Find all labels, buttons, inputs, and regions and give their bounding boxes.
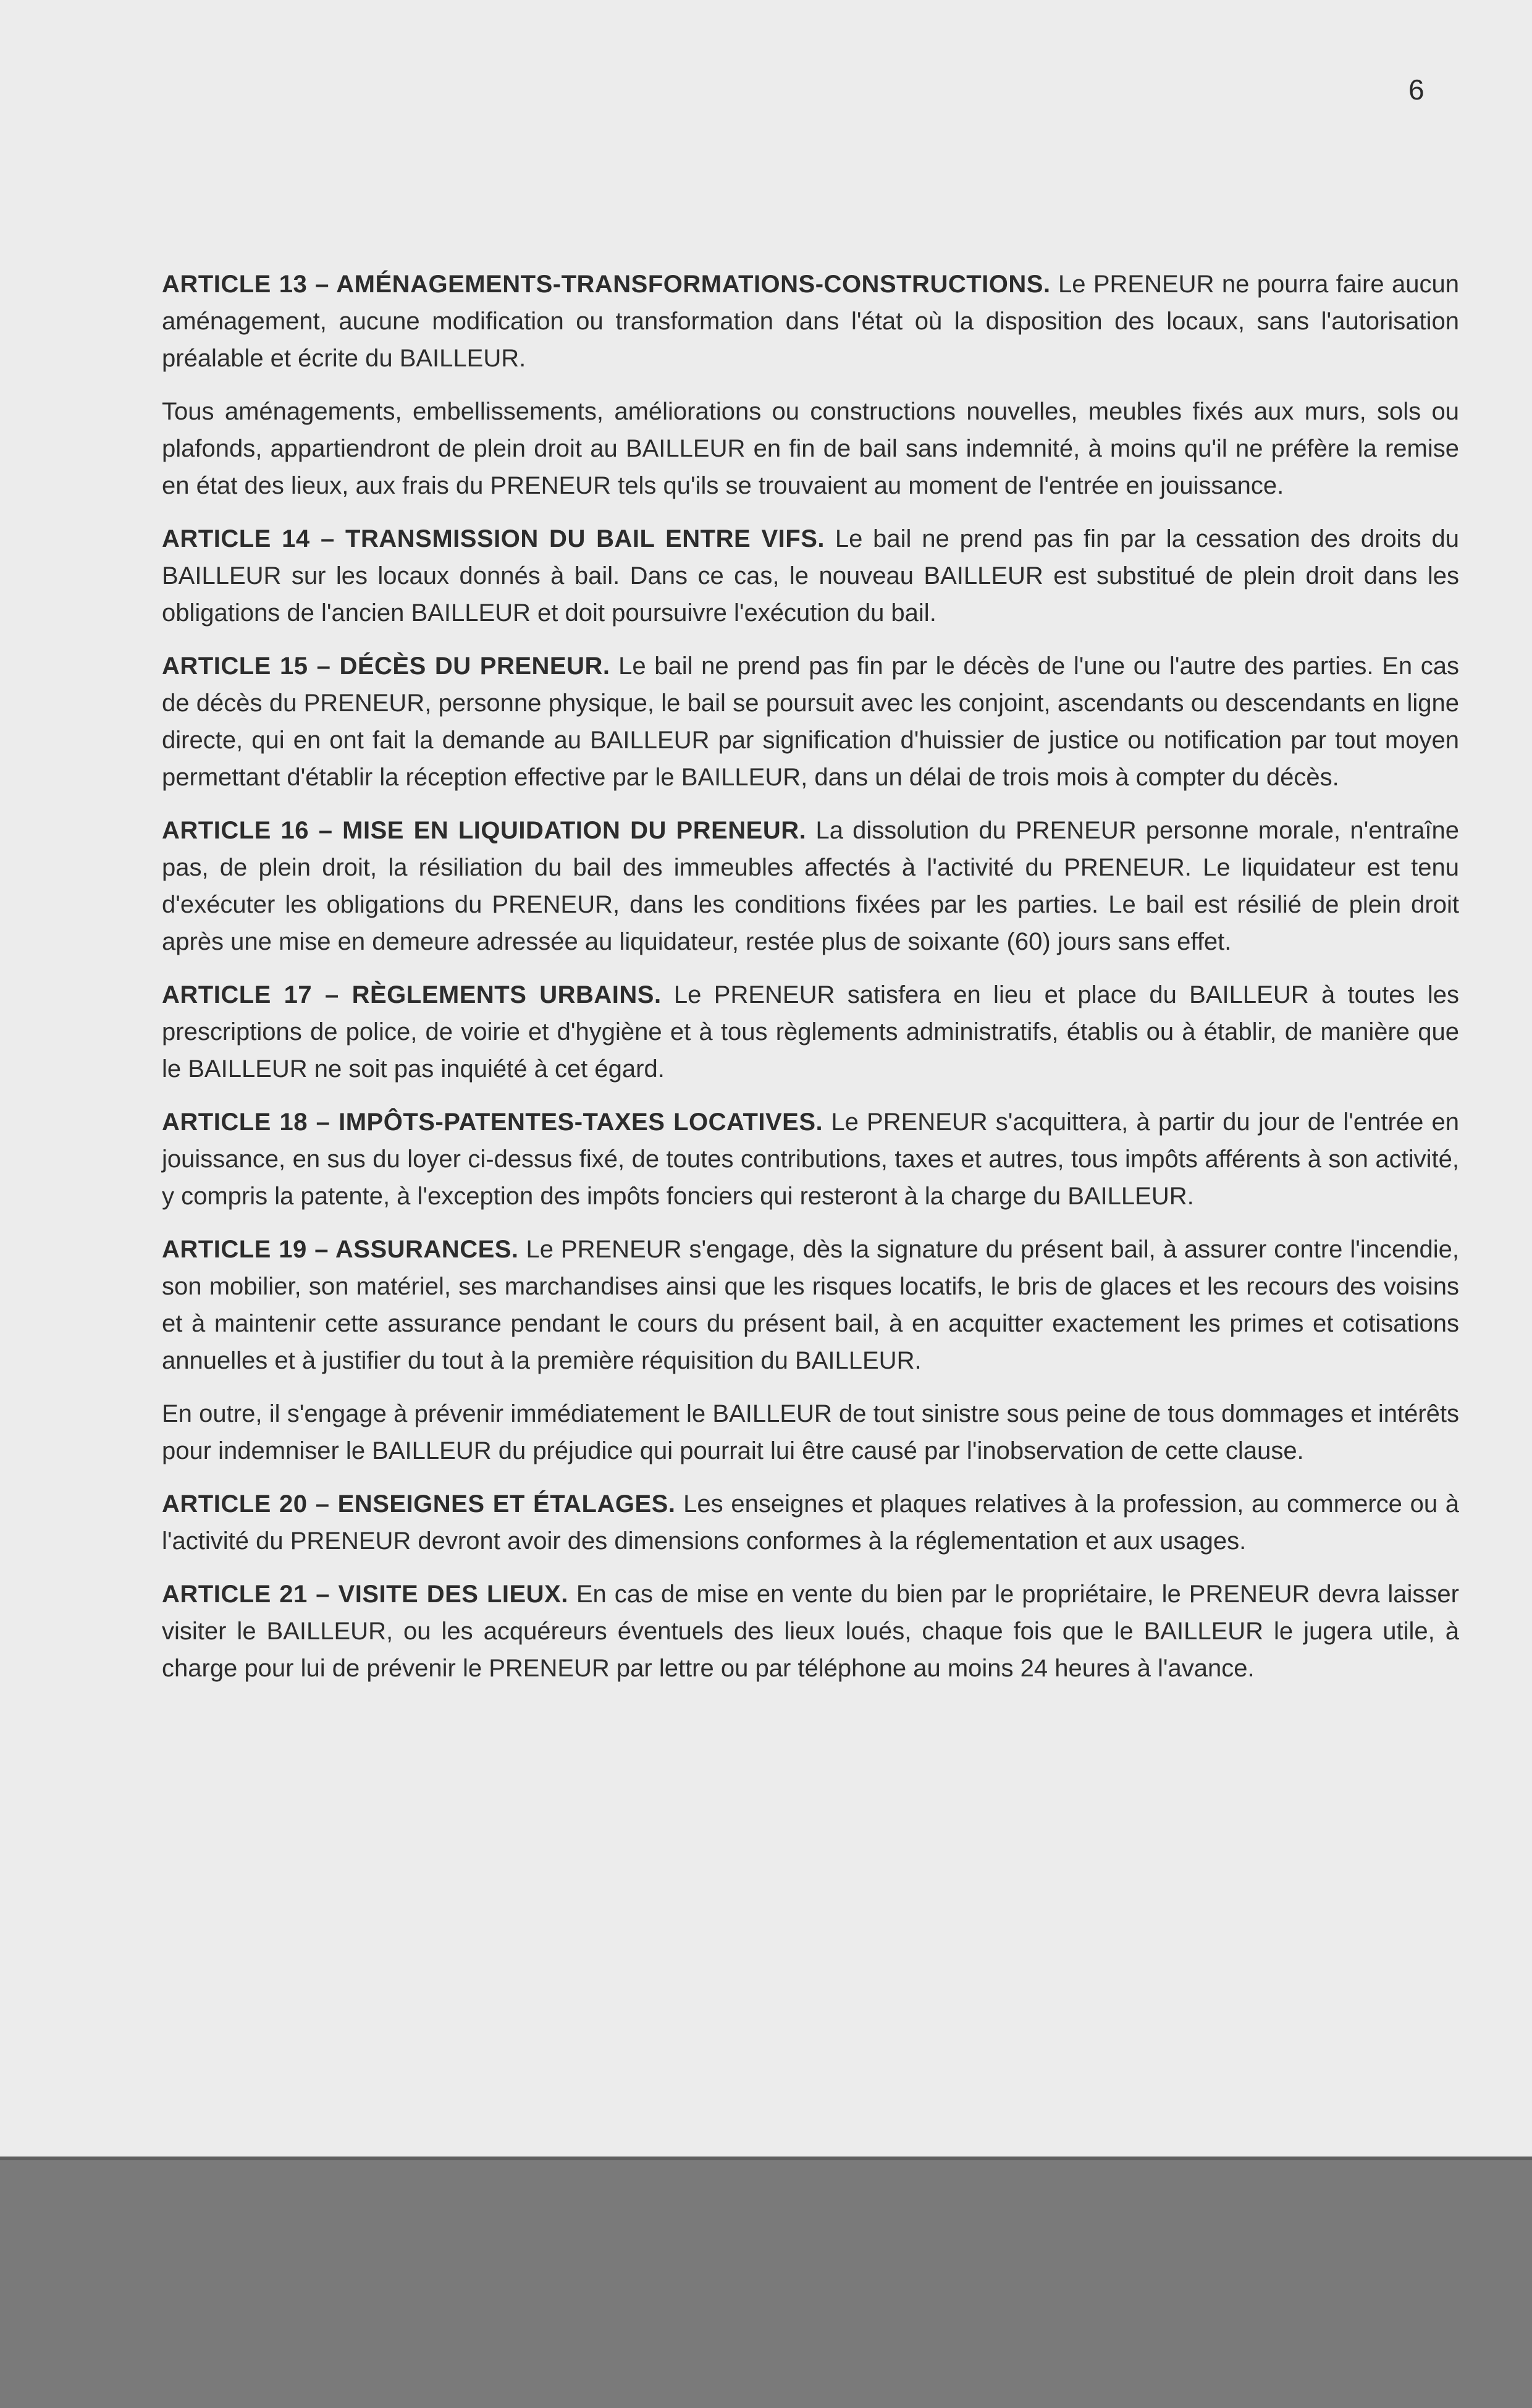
article-20	[162, 1485, 1459, 1560]
article-15	[162, 648, 1459, 796]
article-title: ARTICLE 18 – IMPÔTS-PATENTES-TAXES LOCATIVES.	[162, 1109, 823, 1136]
article-13-paragraph-2	[162, 393, 1459, 504]
article-text: La dissolution du PRENEUR personne morale, n'entraîne pas, de plein droit, la résiliation du bail des immeubles affectés à l'activité du PRENEUR. Le liquidateur est tenu d'exécuter les obligations du PRENEUR, dans les conditions fixées par les parties. Le bail est résilié de plein droit après une mise en demeure adressée au liquidateur, restée plus de soixante (60) jours sans effet.	[162, 817, 1459, 955]
article-13	[162, 266, 1459, 377]
article-19-paragraph-2	[162, 1395, 1459, 1469]
article-title: ARTICLE 13 – AMÉNAGEMENTS-TRANSFORMATIONS-CONSTRUCTIONS.	[162, 271, 1051, 298]
article-text: Le bail ne prend pas fin par la cessation des droits du BAILLEUR sur les locaux donnés à bail. Dans ce cas, le nouveau BAILLEUR est substitué de plein droit dans les obligations de l'ancien BAILLEUR et doit poursuivre l'exécution du bail.	[162, 525, 1459, 627]
article-text: Le PRENEUR satisfera en lieu et place du BAILLEUR à toutes les prescriptions de police, de voirie et d'hygiène et à tous règlements administratifs, établis ou à établir, de manière que le BAILLEUR ne soit pas inquiété à cet égard.	[162, 981, 1459, 1083]
article-title: ARTICLE 21 – VISITE DES LIEUX.	[162, 1581, 568, 1608]
article-text: Tous aménagements, embellissements, améliorations ou constructions nouvelles, meubles fixés aux murs, sols ou plafonds, appartiendront de plein droit au BAILLEUR en fin de bail sans indemnité, à moins qu'il ne préfère la remise en état des lieux, aux frais du PRENEUR tels qu'ils se trouvaient au moment de l'entrée en jouissance.	[162, 398, 1459, 499]
article-title: ARTICLE 16 – MISE EN LIQUIDATION DU PRENEUR.	[162, 817, 807, 844]
article-21	[162, 1576, 1459, 1687]
article-text: Le bail ne prend pas fin par le décès de l'une ou l'autre des parties. En cas de décès du PRENEUR, personne physique, le bail se poursuit avec les conjoint, ascendants ou descendants en ligne directe, qui en ont fait la demande au BAILLEUR par signification d'huissier de justice ou notification par tout moyen permettant d'établir la réception effective par le BAILLEUR, dans un délai de trois mois à compter du décès.	[162, 653, 1459, 791]
article-18	[162, 1104, 1459, 1215]
article-19	[162, 1231, 1459, 1379]
article-text: En cas de mise en vente du bien par le propriétaire, le PRENEUR devra laisser visiter le BAILLEUR, ou les acquéreurs éventuels des lieux loués, chaque fois que le BAILLEUR le jugera utile, à charge pour lui de prévenir le PRENEUR par lettre ou par téléphone au moins 24 heures à l'avance.	[162, 1581, 1459, 1682]
document-body	[162, 266, 1459, 1703]
article-title: ARTICLE 14 – TRANSMISSION DU BAIL ENTRE VIFS.	[162, 525, 825, 552]
article-title: ARTICLE 17 – RÈGLEMENTS URBAINS.	[162, 981, 662, 1008]
article-title: ARTICLE 20 – ENSEIGNES ET ÉTALAGES.	[162, 1490, 676, 1518]
article-title: ARTICLE 19 – ASSURANCES.	[162, 1236, 519, 1263]
article-text: Le PRENEUR s'acquittera, à partir du jour de l'entrée en jouissance, en sus du loyer ci-dessus fixé, de toutes contributions, taxes et autres, tous impôts afférents à son activité, y compris la patente, à l'exception des impôts fonciers qui resteront à la charge du BAILLEUR.	[162, 1109, 1460, 1210]
article-text: Le PRENEUR ne pourra faire aucun aménagement, aucune modification ou transformation dans l'état où la disposition des locaux, sans l'autorisation préalable et écrite du BAILLEUR.	[162, 271, 1459, 372]
page-number: 6	[1408, 74, 1425, 106]
article-text: Le PRENEUR s'engage, dès la signature du présent bail, à assurer contre l'incendie, son mobilier, son matériel, ses marchandises ainsi que les risques locatifs, le bris de glaces et les recours des voisins et à maintenir cette assurance pendant le cours du présent bail, à en acquitter exactement les primes et cotisations annuelles et à justifier du tout à la première réquisition du BAILLEUR.	[162, 1236, 1459, 1374]
article-16	[162, 812, 1459, 960]
article-text: Les enseignes et plaques relatives à la profession, au commerce ou à l'activité du PRENEUR devront avoir des dimensions conformes à la réglementation et aux usages.	[162, 1490, 1460, 1555]
article-14	[162, 520, 1459, 632]
article-17	[162, 976, 1459, 1088]
scanner-background	[0, 2160, 1532, 2408]
article-title: ARTICLE 15 – DÉCÈS DU PRENEUR.	[162, 653, 610, 680]
article-text: En outre, il s'engage à prévenir immédiatement le BAILLEUR de tout sinistre sous peine de tous dommages et intérêts pour indemniser le BAILLEUR du préjudice qui pourrait lui être causé par l'inobservation de cette clause.	[162, 1400, 1459, 1464]
